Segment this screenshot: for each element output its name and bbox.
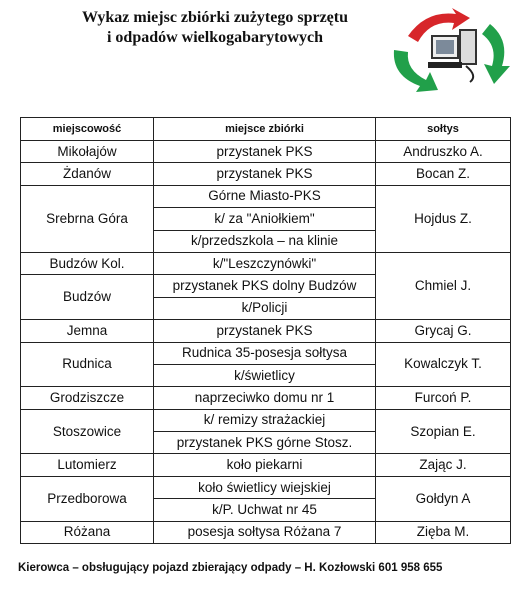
place-cell: naprzeciwko domu nr 1 [154,387,376,409]
table-row [21,476,511,498]
place-cell: przystanek PKS [154,163,376,185]
place-cell: koło świetlicy wiejskiej [154,476,376,498]
table-row [21,387,511,409]
soltys-cell: Andruszko A. [376,141,511,163]
locality-cell: Stoszowice [21,409,154,454]
locality-cell: Lutomierz [21,454,154,476]
place-cell: k/świetlicy [154,364,376,386]
place-cell: przystanek PKS górne Stosz. [154,432,376,454]
place-cell: przystanek PKS [154,320,376,342]
place-cell: przystanek PKS [154,141,376,163]
table-row [21,454,511,476]
soltys-cell: Gołdyn A [376,476,511,521]
locality-cell: Budzów Kol. [21,252,154,274]
soltys-cell: Kowalczyk T. [376,342,511,387]
place-cell: k/Policji [154,297,376,319]
locality-cell: Żdanów [21,163,154,185]
document-title [55,8,375,48]
table-header-row [21,118,511,141]
place-cell: Rudnica 35-posesja sołtysa [154,342,376,364]
soltys-cell: Hojdus Z. [376,185,511,252]
recycling-computer-logo-icon [386,6,516,92]
title-line-2: i odpadów wielkogabarytowych [106,29,324,46]
place-cell: Górne Miasto-PKS [154,185,376,207]
locality-cell: Srebrna Góra [21,185,154,252]
title-line-1: Wykaz miejsc zbiórki zużytego sprzętu [81,9,348,26]
soltys-cell: Bocan Z. [376,163,511,185]
table-row [21,252,511,274]
table-row [21,521,511,543]
place-cell: k/P. Uchwat nr 45 [154,499,376,521]
locality-cell: Grodziszcze [21,387,154,409]
locality-cell: Różana [21,521,154,543]
place-cell: przystanek PKS dolny Budzów [154,275,376,297]
place-cell: k/"Leszczynówki" [154,252,376,274]
table-row [21,409,511,431]
header-collection-place: miejsce zbiórki [154,118,376,141]
soltys-cell: Furcoń P. [376,387,511,409]
header-soltys: sołtys [376,118,511,141]
soltys-cell: Zając J. [376,454,511,476]
place-cell: k/przedszkola – na klinie [154,230,376,252]
locality-cell: Rudnica [21,342,154,387]
place-cell: k/ za "Aniołkiem" [154,208,376,230]
table-row [21,342,511,364]
header-locality: miejscowość [21,118,154,141]
driver-contact-footer: Kierowca – obsługujący pojazd zbierający odpady – H. Kozłowski 601 958 655 [18,562,443,574]
collection-points-table [20,117,511,544]
locality-cell: Budzów [21,275,154,320]
place-cell: k/ remizy strażackiej [154,409,376,431]
soltys-cell: Grycaj G. [376,320,511,342]
place-cell: koło piekarni [154,454,376,476]
soltys-cell: Zięba M. [376,521,511,543]
recycling-logo [386,6,516,92]
table-row [21,163,511,185]
locality-cell: Mikołajów [21,141,154,163]
place-cell: posesja sołtysa Różana 7 [154,521,376,543]
locality-cell: Przedborowa [21,476,154,521]
table-row [21,320,511,342]
soltys-cell: Szopian E. [376,409,511,454]
table-row [21,185,511,207]
soltys-cell: Chmiel J. [376,252,511,319]
table-row [21,141,511,163]
locality-cell: Jemna [21,320,154,342]
